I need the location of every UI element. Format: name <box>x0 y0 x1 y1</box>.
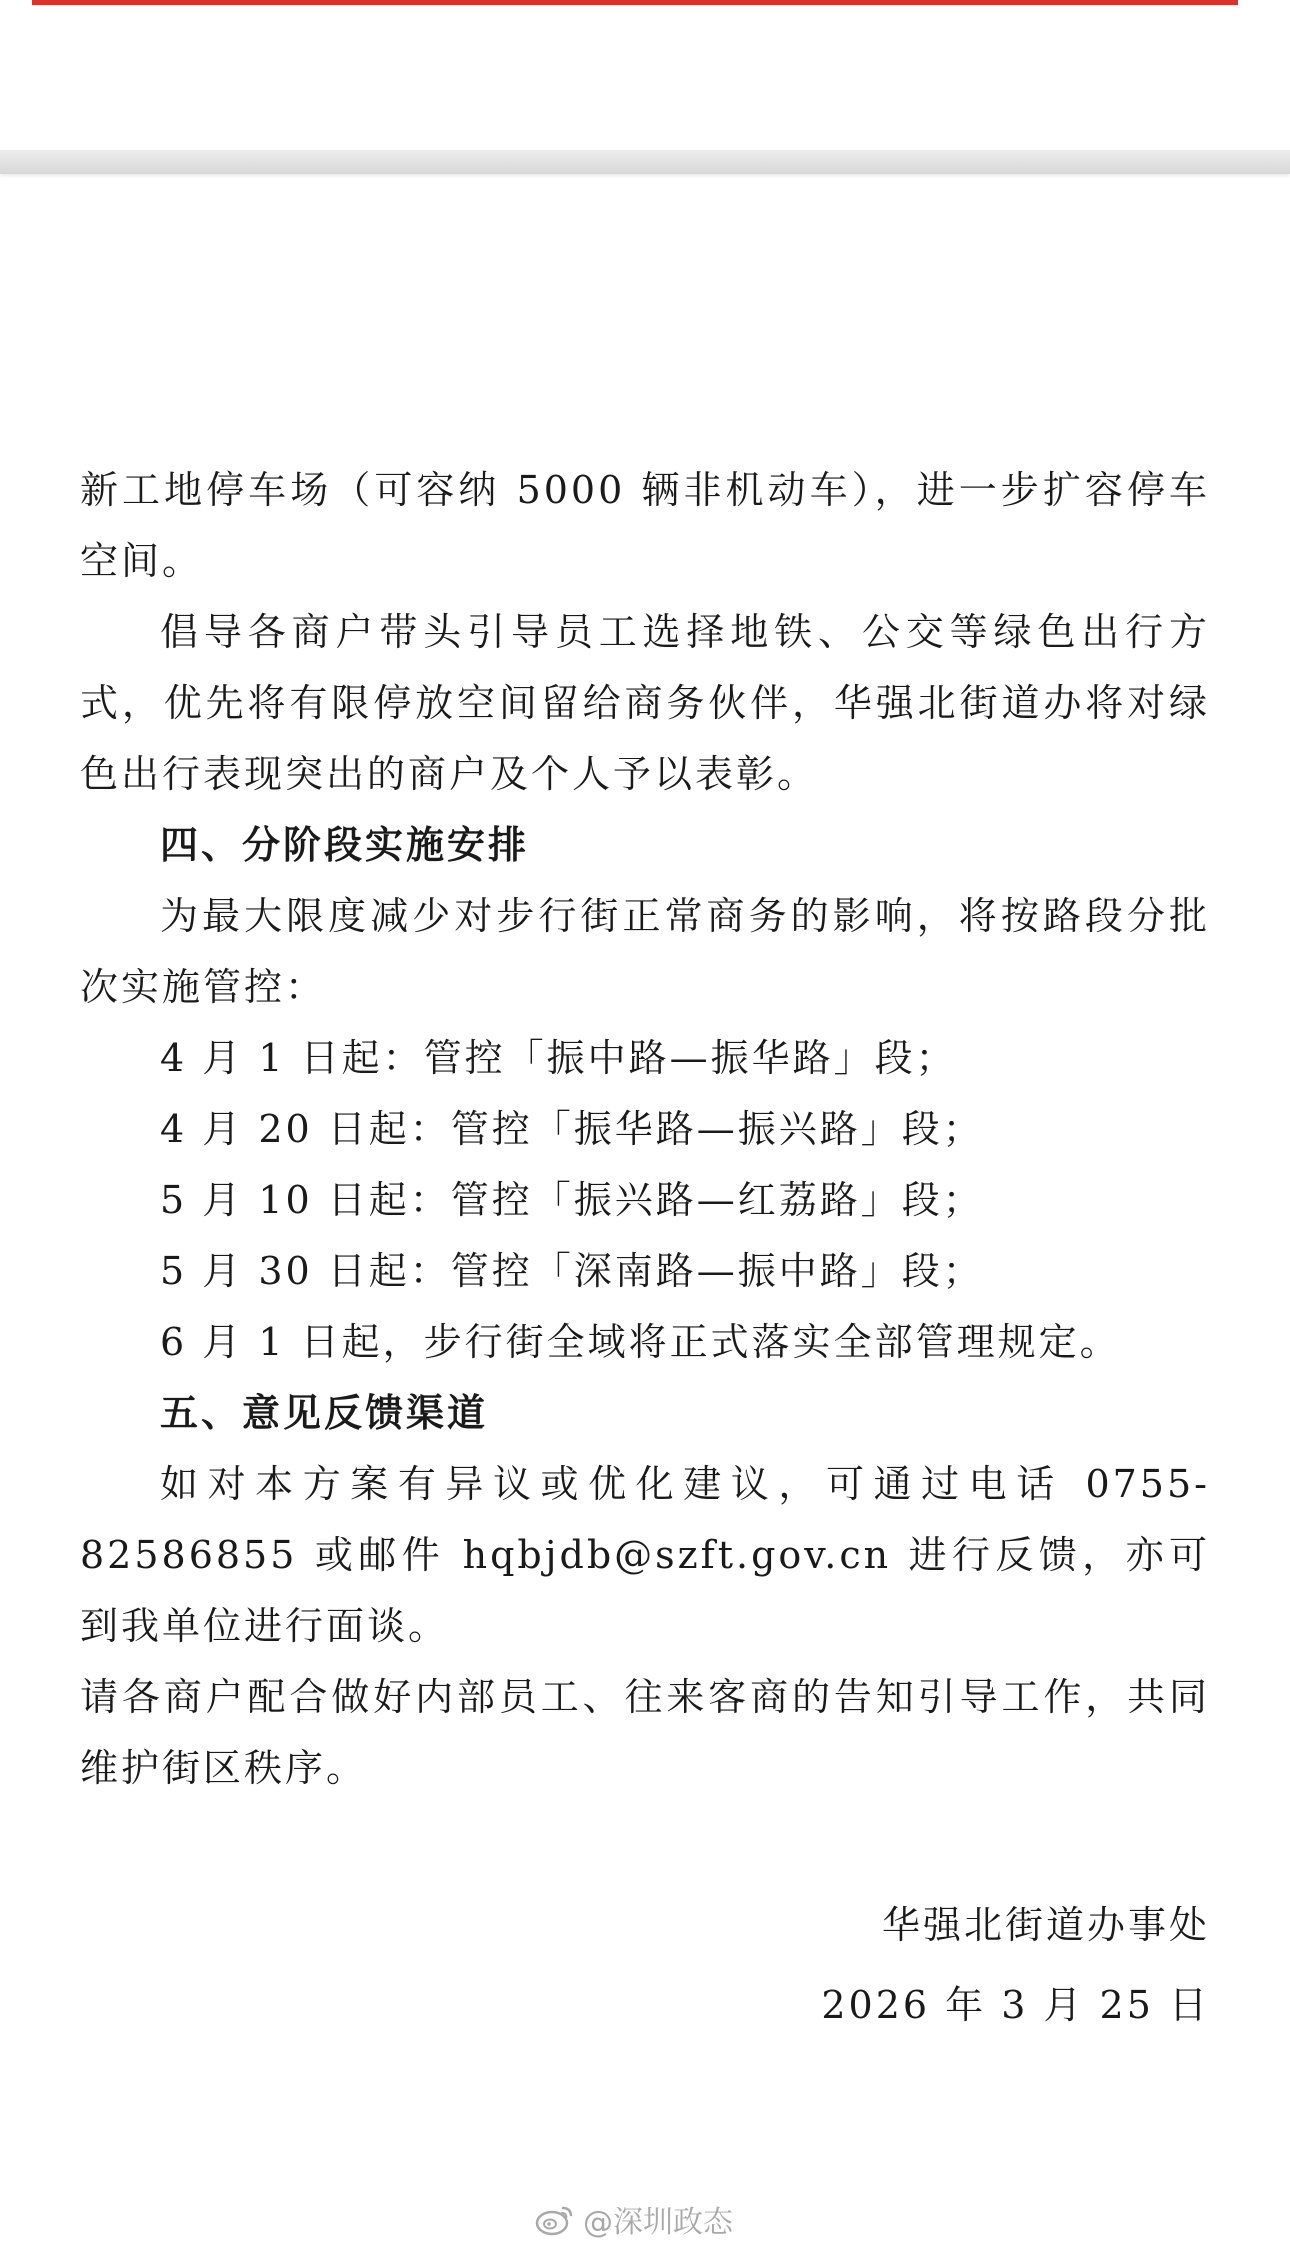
schedule-item-3: 5 月 10 日起：管控「振兴路—红荔路」段； <box>160 1178 984 1222</box>
watermark-text: @深圳政态 <box>583 2205 733 2240</box>
page-separator-band <box>0 150 1290 174</box>
schedule-item-1: 4 月 1 日起：管控「振中路—振华路」段； <box>160 1036 957 1080</box>
signature-block <box>821 1885 1210 2045</box>
paragraph-implementation-intro: 为最大限度减少对步行街正常商务的影响，将按路段分批次实施管控： <box>80 894 1210 1009</box>
paragraph-green-travel: 倡导各商户带头引导员工选择地铁、公交等绿色出行方式，优先将有限停放空间留给商务伙伴，华强北街道办将对绿色出行表现突出的商户及个人予以表彰。 <box>80 610 1210 796</box>
document-body <box>80 455 1210 1804</box>
schedule-item-2: 4 月 20 日起：管控「振华路—振兴路」段； <box>160 1107 984 1151</box>
section-heading-implementation: 四、分阶段实施安排 <box>160 823 530 867</box>
signature-date: 2026 年 3 月 25 日 <box>821 1983 1210 2027</box>
header-red-line <box>32 0 1238 5</box>
weibo-icon <box>535 2202 575 2236</box>
weibo-watermark <box>535 2197 733 2241</box>
schedule-item-5: 6 月 1 日起，步行街全域将正式落实全部管理规定。 <box>160 1320 1121 1364</box>
signature-org: 华强北街道办事处 <box>881 1903 1210 1947</box>
section-heading-feedback: 五、意见反馈渠道 <box>160 1391 489 1435</box>
schedule-item-4: 5 月 30 日起：管控「深南路—振中路」段； <box>160 1249 984 1293</box>
paragraph-feedback-cooperation: 请各商户配合做好内部员工、往来客商的告知引导工作，共同维护街区秩序。 <box>80 1675 1210 1790</box>
paragraph-feedback-contact: 如对本方案有异议或优化建议，可通过电话 0755-82586855 或邮件 hqbjdb@szft.gov.cn 进行反馈，亦可到我单位进行面谈。 <box>80 1462 1210 1648</box>
paragraph-parking-capacity: 新工地停车场（可容纳 5000 辆非机动车），进一步扩容停车空间。 <box>80 468 1210 583</box>
